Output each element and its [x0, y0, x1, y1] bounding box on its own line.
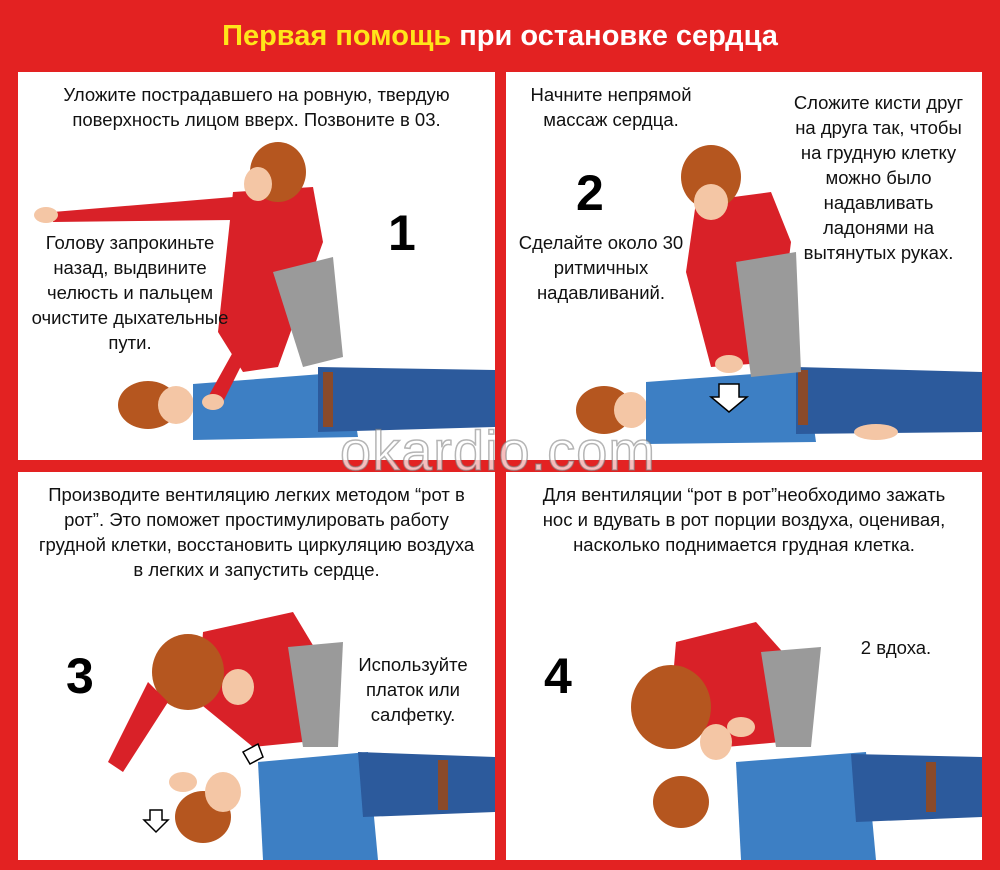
step-4-breaths-note: 2 вдоха.: [860, 637, 932, 658]
step-2-instruction: Начните непрямой массаж сердца.: [530, 84, 692, 130]
step-number-2: 2: [576, 165, 604, 221]
watermark: okardio.com: [340, 419, 657, 482]
step-3-tissue-note: Используйте платок или салфетку.: [358, 654, 468, 725]
step-2-hands-note: Сложите кисти друг на друга так, чтобы на грудную клетку можно было надавливать ладонями на вытянутых руках.: [793, 92, 964, 263]
step-panel-1: [18, 72, 495, 460]
step-number-4: 4: [544, 648, 572, 704]
step-number-1: 1: [388, 205, 416, 261]
title-accent: Первая помощь: [222, 19, 452, 52]
step-1-instruction: Уложите пострадавшего на ровную, твердую поверхность лицом вверх. Позвоните в 03.: [63, 84, 450, 130]
step-3-instruction: Производите вентиляцию легких методом “рот в рот”. Это поможет простимулировать работу грудной клетки, восстановить циркуляцию воздуха в легких и запустить сердце.: [38, 484, 475, 580]
step-number-3: 3: [66, 648, 94, 704]
title-main: при остановке сердца: [459, 19, 778, 52]
step-2-compressions-note: Сделайте около 30 ритмичных надавливаний.: [518, 232, 684, 303]
step-1-airway-note: Голову запрокиньте назад, выдвините челюсть и пальцем очистите дыхательные пути.: [31, 232, 229, 353]
step-panel-4: [506, 472, 982, 860]
step-panel-3: [18, 472, 495, 860]
step-4-instruction: Для вентиляции “рот в рот”необходимо зажать нос и вдувать в рот порции воздуха, оценивая, насколько поднимается грудная клетка.: [542, 484, 946, 555]
step-panel-2: [506, 72, 982, 460]
page-title: [0, 0, 1000, 72]
